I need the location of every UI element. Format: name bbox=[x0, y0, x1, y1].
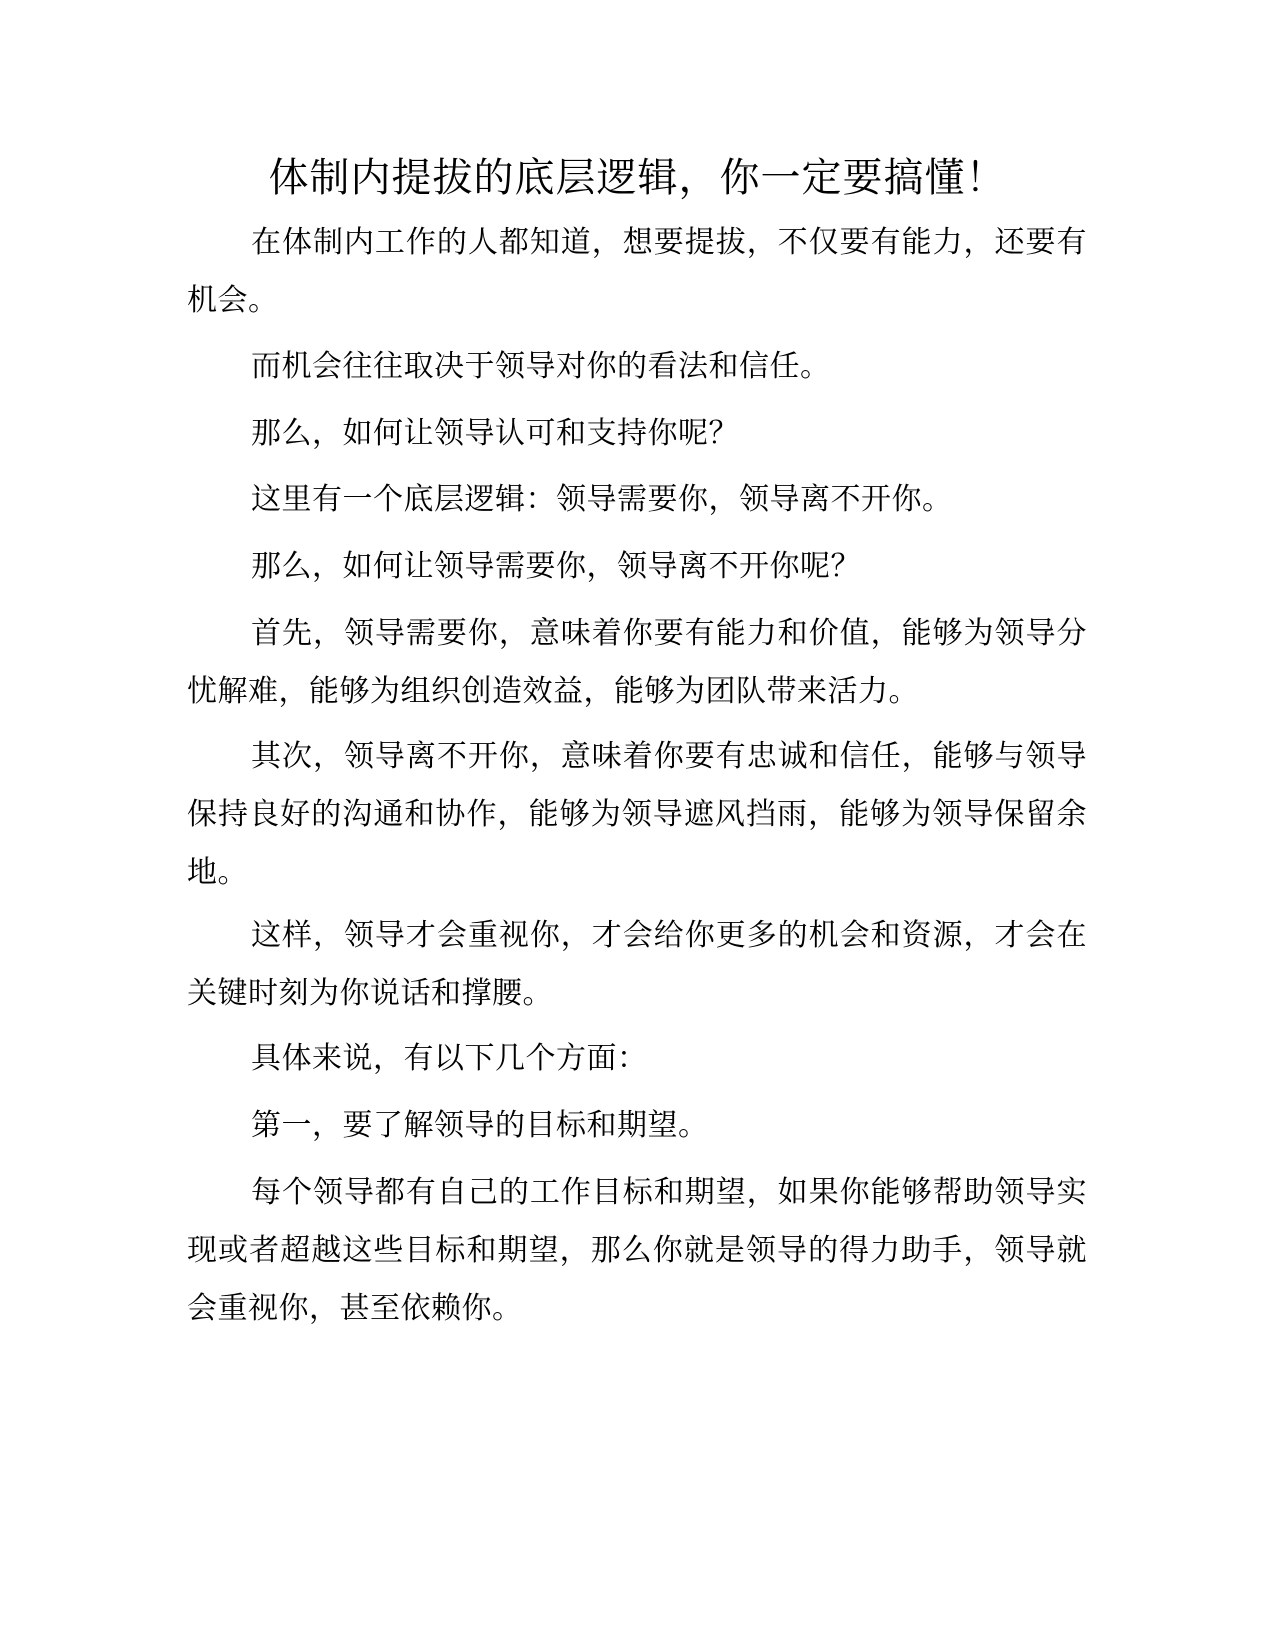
paragraph-4: 这里有一个底层逻辑：领导需要你，领导离不开你。 bbox=[251, 482, 953, 517]
paragraph-7: 其次，领导离不开你，意味着你要有忠诚和信任，能够与领导保持良好的沟通和协作，能够为领导遮风挡雨，能够为领导保留余地。 bbox=[187, 739, 1087, 890]
paragraph-10: 第一，要了解领导的目标和期望。 bbox=[251, 1108, 709, 1143]
paragraph-11: 每个领导都有自己的工作目标和期望，如果你能够帮助领导实现或者超越这些目标和期望，那么你就是领导的得力助手，领导就会重视你，甚至依赖你。 bbox=[187, 1175, 1087, 1326]
paragraph-8: 这样，领导才会重视你，才会给你更多的机会和资源，才会在关键时刻为你说话和撑腰。 bbox=[187, 918, 1087, 1011]
paragraph-6: 首先，领导需要你，意味着你要有能力和价值，能够为领导分忧解难，能够为组织创造效益，能够为团队带来活力。 bbox=[187, 616, 1087, 709]
paragraph-2: 而机会往往取决于领导对你的看法和信任。 bbox=[251, 349, 831, 384]
paragraph-1: 在体制内工作的人都知道，想要提拔，不仅要有能力，还要有机会。 bbox=[187, 225, 1087, 318]
document-title: 体制内提拔的底层逻辑，你一定要搞懂！ bbox=[268, 155, 1007, 201]
paragraph-3: 那么，如何让领导认可和支持你呢？ bbox=[251, 416, 739, 451]
paragraph-9: 具体来说，有以下几个方面： bbox=[251, 1041, 648, 1076]
paragraph-5: 那么，如何让领导需要你，领导离不开你呢？ bbox=[251, 549, 861, 584]
